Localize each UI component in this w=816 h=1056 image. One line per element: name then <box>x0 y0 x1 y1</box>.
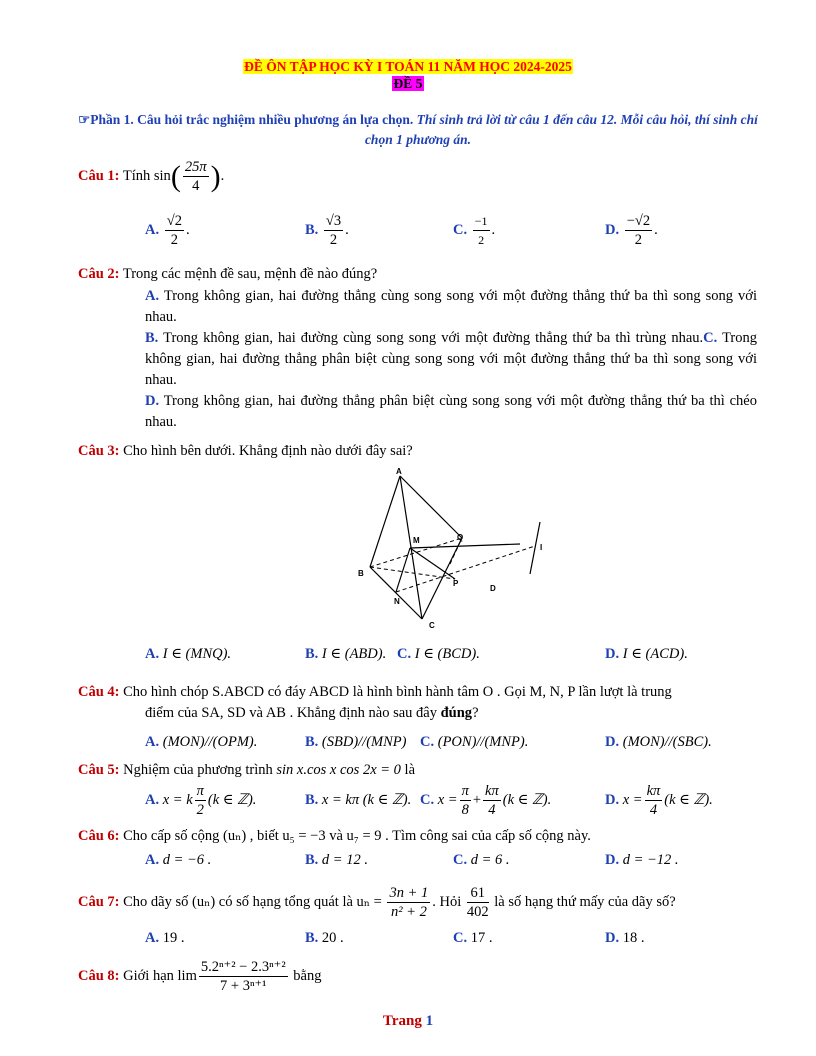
page-footer <box>0 1013 816 1030</box>
question-number: Câu 3: <box>78 443 120 459</box>
question-1-options <box>145 212 757 252</box>
exam-title-block <box>0 58 816 92</box>
question-number: Câu 5: <box>78 762 120 778</box>
question-text-cont: điểm của SA, SD và AB . Khẳng định nào sau đây <box>145 705 437 721</box>
label-n: N <box>394 597 400 606</box>
question-2-options <box>145 286 757 433</box>
sin-expr: sin <box>153 167 171 184</box>
question-number: Câu 4: <box>78 684 120 700</box>
question-number: Câu 7: <box>78 893 120 910</box>
option-a[interactable]: A. x = k $\frac{\pi}{2}$ (k ∈ ℤ). <box>145 783 257 818</box>
option-a[interactable]: A. 19 . <box>145 930 185 946</box>
fraction: $\frac{3n + 1}{\text{n² + 2}}$ <box>389 885 429 920</box>
option-d[interactable]: D. x = $\frac{k\pi}{4}$ (k ∈ ℤ). <box>605 783 713 818</box>
option-a[interactable]: A. $\frac{√2}{2}$ . <box>145 213 190 248</box>
label-i: I <box>540 543 543 552</box>
question-6 <box>78 826 758 847</box>
part-heading <box>78 110 758 150</box>
question-text: Cho dãy số (uₙ) có số hạng tổng quát là uₙ = <box>123 893 382 910</box>
option-d[interactable]: D. Trong không gian, hai đường thẳng phân biệt cùng song song với một đường thẳng thứ ba thì chéo nhau. <box>145 393 757 430</box>
question-text: Nghiệm của phương trình <box>123 762 273 778</box>
question-number: Câu 8: <box>78 967 120 984</box>
equation: sin x.cos x cos 2x = 0 <box>276 762 401 778</box>
option-d[interactable]: D. I ∈ (ACD). <box>605 646 688 662</box>
label-p: P <box>453 579 459 588</box>
question-text: Giới hạn <box>123 967 174 984</box>
option-a[interactable]: A. (MON)//(OPM). <box>145 734 258 750</box>
question-3 <box>78 441 758 462</box>
question-text: Trong các mệnh đề sau, mệnh đề nào đúng? <box>122 266 378 282</box>
option-d[interactable]: D. 18 . <box>605 930 645 946</box>
option-c[interactable]: C. 17 . <box>453 930 493 946</box>
option-a[interactable]: A. d = −6 . <box>145 852 212 868</box>
option-a[interactable]: A. I ∈ (MNQ). <box>145 646 232 662</box>
question-number: Câu 2: <box>78 266 120 282</box>
option-d[interactable]: D. $\frac{-√2}{2}$ . <box>605 213 658 248</box>
option-b[interactable]: B. 20 . <box>305 930 344 946</box>
question-4: Câu 4: Cho hình chóp S.ABCD có đáy ABCD là hình bình hành tâm O . Gọi M, N, P lần lượt là trung điểm của SA, SD và AB . Khẳng định nào sau đây đúng? <box>78 684 672 721</box>
page-number: 1 <box>425 1013 434 1029</box>
option-c[interactable]: C. (PON)//(MNP). <box>420 734 529 750</box>
option-d[interactable]: D. d = −12 . <box>605 852 679 868</box>
question-text: Cho cấp số cộng (uₙ) , biết u₅ = −3 và u₇ = 9 . Tìm công sai của cấp số cộng này. <box>123 828 591 844</box>
label-a: A <box>396 467 402 476</box>
option-a[interactable]: A. Trong không gian, hai đường thẳng cùng song song với một đường thẳng thứ ba thì song song với nhau. <box>145 288 757 325</box>
fraction: $\frac{61}{402}$ <box>466 885 489 920</box>
label-b: B <box>358 569 364 578</box>
label-q: Q <box>457 533 464 542</box>
label-m: M <box>413 536 420 545</box>
option-b[interactable]: B. $\frac{√3}{2}$ . <box>305 213 349 248</box>
question-8: Câu 8: Giới hạn lim $\frac{\text{5.2ⁿ⁺² − 2.3ⁿ⁺²}}{\text{7 + 3ⁿ⁺¹}}$ bằng <box>78 959 322 994</box>
question-text: Cho hình chóp S.ABCD có đáy ABCD là hình bình hành tâm O . Gọi M, N, P lần lượt là trung <box>123 684 672 700</box>
fraction: $\frac{25\pi}{4}$ <box>184 159 207 194</box>
option-b[interactable]: B. Trong không gian, hai đường cùng song song với một đường thẳng thứ ba thì trùng nhau. <box>145 330 704 346</box>
question-text: Cho hình bên dưới. Khẳng định nào dưới đây sai? <box>123 443 413 459</box>
option-b[interactable]: B. I ∈ (ABD). <box>305 646 387 662</box>
hand-pointing-icon: ☞ <box>78 112 91 127</box>
exam-title: ĐỀ ÔN TẬP HỌC KỲ I TOÁN 11 NĂM HỌC 2024-2025 <box>244 59 572 74</box>
question-3-options <box>145 646 757 686</box>
option-b[interactable]: B. (SBD)//(MNP) <box>305 734 407 750</box>
option-c[interactable]: C. d = 6 . <box>453 852 510 868</box>
limit-symbol: lim <box>177 967 197 984</box>
option-d[interactable]: D. (MON)//(SBC). <box>605 734 712 750</box>
question-number: Câu 1: <box>78 167 120 184</box>
exam-subtitle: ĐỀ 5 <box>393 76 423 91</box>
option-c[interactable]: C. x = $\frac{\pi}{8}$ + $\frac{k\pi}{4}$ (k ∈ ℤ). <box>420 783 552 818</box>
geometry-figure <box>350 464 560 634</box>
question-7: Câu 7: Cho dãy số (uₙ) có số hạng tổng quát là uₙ = $\frac{3n + 1}{\text{n² + 2}}$ . Hỏi $\frac{61}{402}$ là số hạng thứ mấy của dãy số? <box>78 885 676 920</box>
question-5: Câu 5: Nghiệm của phương trình sin x.cos x cos 2x = 0 là <box>78 762 416 778</box>
question-2 <box>78 264 758 285</box>
option-c[interactable]: C. $\frac{-1}{2}$ . <box>453 214 496 247</box>
option-b[interactable]: B. d = 12 . <box>305 852 368 868</box>
part-instruction: Thí sinh trả lời từ câu 1 đến câu 12. Mỗi câu hỏi, thí sinh chỉ chọn 1 phương án. <box>364 112 758 147</box>
option-b[interactable]: B. x = kπ (k ∈ ℤ). <box>305 792 412 808</box>
question-5-options <box>145 782 757 822</box>
question-text: Tính <box>122 167 151 184</box>
label-d: D <box>490 584 496 593</box>
part-label: Phần 1. Câu hỏi trắc nghiệm nhiều phương án lựa chọn. <box>90 112 414 127</box>
fraction: $\frac{\text{5.2ⁿ⁺² − 2.3ⁿ⁺²}}{\text{7 + 3ⁿ⁺¹}}$ <box>200 959 286 994</box>
option-c[interactable]: C. Trong không gian, hai đường thẳng phân biệt cùng song song với một đường thẳng thứ ba thì song song với nhau. <box>145 330 757 388</box>
question-1: Câu 1: Tính sin( $\frac{25\pi}{4}$ ). <box>78 159 225 194</box>
question-emphasis: đúng <box>440 705 473 721</box>
question-number: Câu 6: <box>78 828 120 844</box>
option-c[interactable]: C. I ∈ (BCD). <box>397 646 480 662</box>
footer-label: Trang <box>382 1013 422 1029</box>
label-c: C <box>429 621 435 630</box>
